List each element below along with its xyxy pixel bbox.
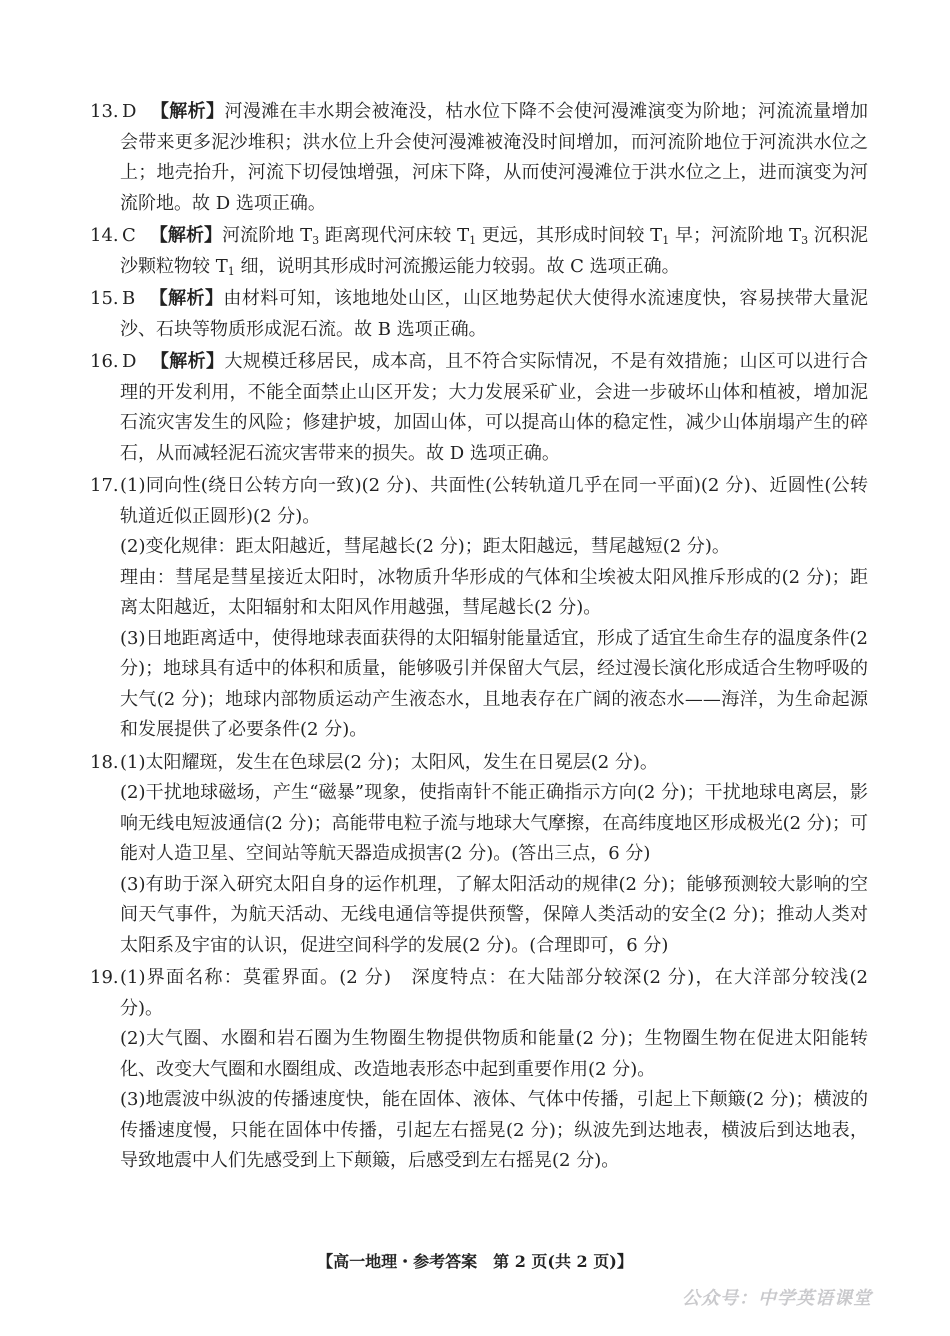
answer-paragraph: (2)干扰地球磁场，产生“磁暴”现象，使指南针不能正确指示方向(2 分)；干扰地球电离层，影响无线电短波通信(2 分)；高能带电粒子流与地球大气摩擦，在高纬度地区形成极光(2 分)；可能对人造卫星、空间站等航天器造成损害(2 分)。(答出三点，6 分) xyxy=(120,782,868,864)
page-footer: 【高一地理・参考答案 第 2 页(共 2 页)】 xyxy=(317,1252,633,1271)
question-number: 15. xyxy=(90,288,119,309)
answer-paragraph: (1)界面名称：莫霍界面。(2 分) 深度特点：在大陆部分较深(2 分)，在大洋部分较浅(2 分)。 xyxy=(120,967,868,1019)
answer-body xyxy=(120,97,868,219)
analysis-text: 由材料可知，该地地处山区，山区地势起伏大使得水流速度快，容易挟带大量泥沙、石块等物质形成泥石流。故 B 选项正确。 xyxy=(120,288,869,340)
answer-body xyxy=(120,471,868,746)
answer-option: B xyxy=(122,288,136,309)
answer-paragraph: (3)有助于深入研究太阳自身的运作机理，了解太阳活动的规律(2 分)；能够预测较大影响的空间天气事件，为航天活动、无线电通信等提供预警，保障人类活动的安全(2 分)；推动人类对太阳系及宇宙的认识，促进空间科学的发展(2 分)。(合理即可，6 分) xyxy=(120,873,868,956)
question-number: 16. xyxy=(90,351,119,372)
answer-option: D xyxy=(122,351,137,372)
analysis-text: 河流阶地 $T_3$ 距离现代河床较 $T_1$ 更远，其形成时间较 $T_1$ 早；河流阶地 $T_3$ 沉积泥沙颗粒物较 $T_1$ 细，说明其形成时河流搬运能力较弱。故 C 选项正确。 xyxy=(120,225,869,278)
answer-paragraph: (2)大气圈、水圈和岩石圈为生物圈生物提供物质和能量(2 分)；生物圈生物在促进太阳能转化、改变大气圈和水圈组成、改造地表形态中起到重要作用(2 分)。 xyxy=(120,1028,868,1080)
answer-paragraph: 理由：彗尾是彗星接近太阳时，冰物质升华形成的气体和尘埃被太阳风推斥形成的(2 分)；距离太阳越近，太阳辐射和太阳风作用越强，彗尾越长(2 分)。 xyxy=(120,566,868,618)
answer-paragraph: (3)地震波中纵波的传播速度快，能在固体、液体、气体中传播，引起上下颠簸(2 分)；横波的传播速度慢，只能在固体中传播，引起左右摇晃(2 分)；纵波先到达地表，横波后到达地表，导致地震中人们先感受到上下颠簸，后感受到左右摇晃(2 分)。 xyxy=(120,1089,868,1171)
question-number: 19. xyxy=(90,967,119,988)
answer-body xyxy=(120,221,868,282)
analysis-tag: 【解析】 xyxy=(149,225,223,246)
answer-item-15 xyxy=(90,284,868,345)
question-number: 14. xyxy=(90,225,119,246)
answer-paragraph: (1)太阳耀斑，发生在色球层(2 分)；太阳风，发生在日冕层(2 分)。 xyxy=(120,751,658,773)
analysis-text: 河漫滩在丰水期会被淹没，枯水位下降不会使河漫滩演变为阶地；河流流量增加会带来更多泥沙堆积；洪水位上升会使河漫滩被淹没时间增加，而河流阶地位于河流洪水位之上；地壳抬升，河流下切侵蚀增强，河床下降，从而使河漫滩位于洪水位之上，进而演变为河流阶地。故 D 选项正确。 xyxy=(120,101,869,214)
question-number: 13. xyxy=(90,101,119,122)
analysis-text: 大规模迁移居民，成本高，且不符合实际情况，不是有效措施；山区可以进行合理的开发利用，不能全面禁止山区开发；大力发展采矿业，会进一步破坏山体和植被，增加泥石流灾害发生的风险；修建护坡，加固山体，可以提高山体的稳定性，减少山体崩塌产生的碎石，从而减轻泥石流灾害带来的损失。故 D 选项正确。 xyxy=(120,351,869,464)
answer-body xyxy=(120,284,868,345)
answer-item-14 xyxy=(90,221,868,282)
question-number: 17. xyxy=(90,475,119,496)
analysis-tag: 【解析】 xyxy=(150,101,225,122)
answer-paragraph: (3)日地距离适中，使得地球表面获得的太阳辐射能量适宜，形成了适宜生命生存的温度条件(2 分)；地球具有适中的体积和质量，能够吸引并保留大气层，经过漫长演化形成适合生物呼吸的大气(2 分)；地球内部物质运动产生液态水，且地表存在广阔的液态水——海洋，为生命起源和发展提供了必要条件(2 分)。 xyxy=(120,627,868,740)
answer-option: C xyxy=(122,225,136,246)
answer-item-18 xyxy=(90,748,868,962)
watermark-text: 公众号：中学英语课堂 xyxy=(682,1288,872,1309)
analysis-tag: 【解析】 xyxy=(149,288,224,309)
answer-body xyxy=(120,347,868,469)
answer-item-13 xyxy=(90,97,868,219)
answer-body xyxy=(120,963,868,1177)
answer-paragraph: (2)变化规律：距太阳越近，彗尾越长(2 分)；距太阳越远，彗尾越短(2 分)。 xyxy=(120,536,730,557)
answer-paragraph: (1)同向性(绕日公转方向一致)(2 分)、共面性(公转轨道几乎在同一平面)(2 分)、近圆性(公转轨道近似正圆形)(2 分)。 xyxy=(120,475,868,527)
analysis-tag: 【解析】 xyxy=(150,351,225,372)
answer-item-16 xyxy=(90,347,868,469)
answer-item-17 xyxy=(90,471,868,746)
answer-body xyxy=(120,748,868,962)
answer-list xyxy=(90,97,868,1179)
question-number: 18. xyxy=(90,751,119,773)
answer-item-19 xyxy=(90,963,868,1177)
answer-option: D xyxy=(122,101,137,122)
